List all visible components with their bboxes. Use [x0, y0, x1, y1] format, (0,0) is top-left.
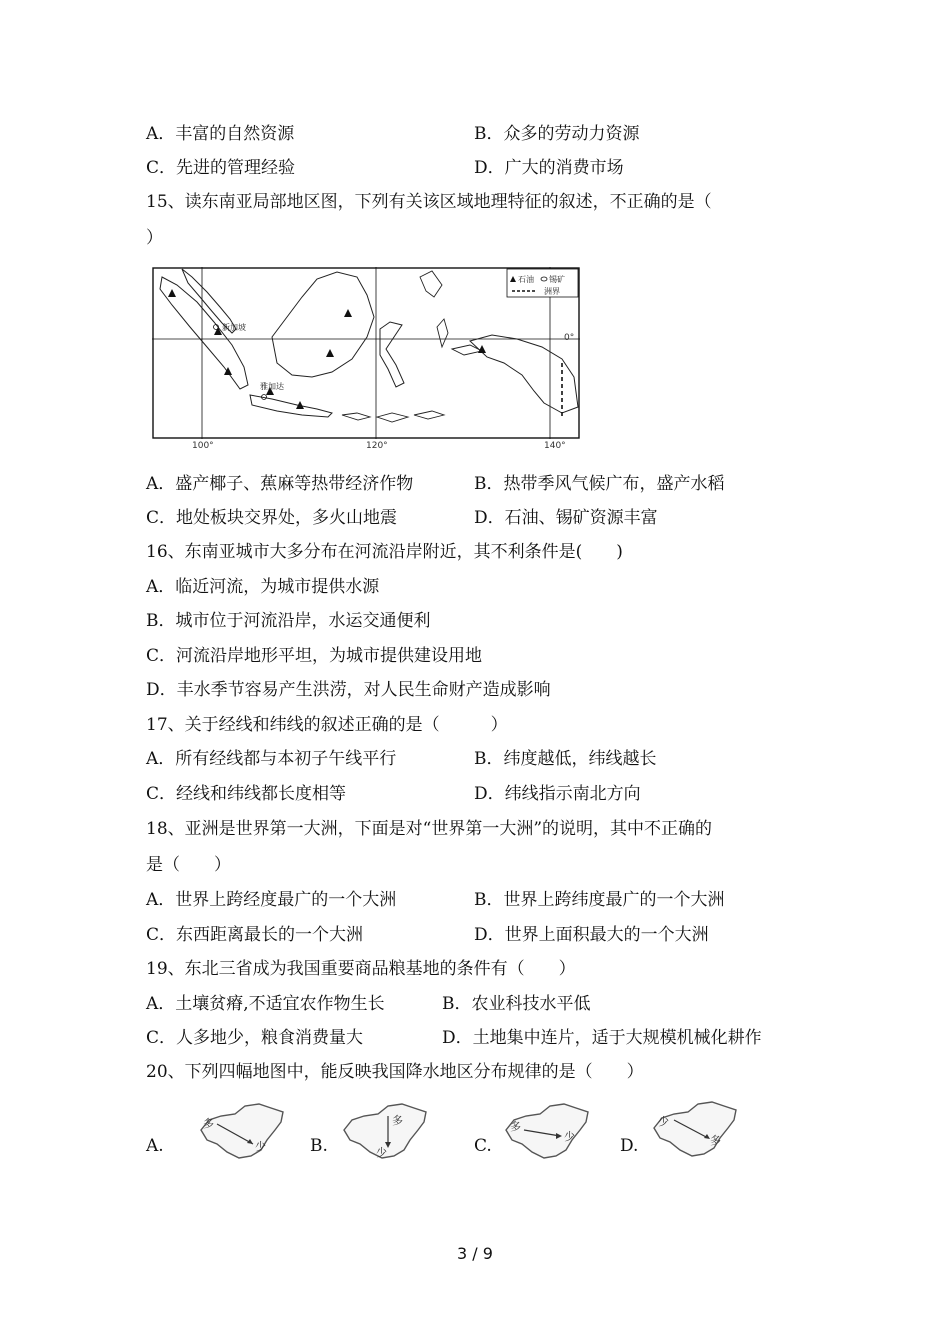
legend-border-label: 洲界 [544, 287, 560, 296]
q18-option-b: B．世界上跨纬度最广的一个大洲 [474, 890, 725, 910]
q15-option-d: D．石油、锡矿资源丰富 [474, 508, 658, 528]
q20-option-c: C. [474, 1136, 492, 1156]
china-map-d [648, 1098, 744, 1162]
q15-option-a: A．盛产椰子、蕉麻等热带经济作物 [146, 474, 414, 494]
city-singapore-label: 新加坡 [222, 323, 246, 332]
q20-stem: 20、下列四幅地图中，能反映我国降水地区分布规律的是（ ） [146, 1062, 644, 1082]
q19-option-c: C．人多地少，粮食消费量大 [146, 1028, 364, 1048]
q15-stem-cont: ） [146, 228, 163, 248]
map-a-end-label: 少 [255, 1140, 266, 1153]
q20-option-a: A. [146, 1136, 164, 1156]
q14-option-b: B．众多的劳动力资源 [474, 124, 640, 144]
q14-option-d: D．广大的消费市场 [474, 158, 624, 178]
lon-140-label: 140° [544, 441, 566, 451]
q19-option-b: B．农业科技水平低 [442, 994, 591, 1014]
city-jakarta-label: 雅加达 [260, 382, 284, 391]
southeast-asia-map-figure [152, 267, 580, 439]
legend-tin-label: 锡矿 [549, 275, 565, 284]
legend-oil-label: 石油 [518, 275, 534, 284]
q16-option-c: C．河流沿岸地形平坦，为城市提供建设用地 [146, 646, 483, 666]
southeast-asia-map [152, 267, 580, 451]
page-number: 3 / 9 [457, 1244, 493, 1263]
china-map-b [338, 1100, 434, 1164]
q17-stem: 17、关于经线和纬线的叙述正确的是（ ） [146, 715, 508, 735]
q16-option-b: B．城市位于河流沿岸，水运交通便利 [146, 611, 431, 631]
q17-option-b: B．纬度越低，纬线越长 [474, 749, 657, 769]
q18-stem: 18、亚洲是世界第一大洲，下面是对“世界第一大洲”的说明，其中不正确的 [146, 819, 713, 839]
q16-option-a: A．临近河流，为城市提供水源 [146, 577, 380, 597]
q14-option-a: A．丰富的自然资源 [146, 124, 295, 144]
q16-stem: 16、东南亚城市大多分布在河流沿岸附近，其不利条件是( ) [146, 542, 623, 562]
q16-option-d: D．丰水季节容易产生洪涝，对人民生命财产造成影响 [146, 680, 551, 700]
q17-option-c: C．经线和纬线都长度相等 [146, 784, 347, 804]
map-d-start-label: 少 [658, 1115, 669, 1128]
map-d-end-label: 多 [710, 1134, 721, 1147]
map-b-end-label: 少 [376, 1146, 387, 1159]
q18-stem-cont: 是（ ） [146, 855, 231, 875]
q18-option-c: C．东西距离最长的一个大洲 [146, 925, 364, 945]
q18-option-d: D．世界上面积最大的一个大洲 [474, 925, 709, 945]
q15-option-b: B．热带季风气候广布，盛产水稻 [474, 474, 725, 494]
q18-option-a: A．世界上跨经度最广的一个大洲 [146, 890, 397, 910]
map-c-end-label: 少 [564, 1130, 575, 1143]
lat-0-label: 0° [564, 333, 575, 343]
china-map-c [500, 1100, 596, 1164]
q15-option-c: C．地处板块交界处，多火山地震 [146, 508, 398, 528]
q19-stem: 19、东北三省成为我国重要商品粮基地的条件有（ ） [146, 959, 576, 979]
q17-option-a: A．所有经线都与本初子午线平行 [146, 749, 397, 769]
china-map-a [195, 1100, 291, 1164]
q17-option-d: D．纬线指示南北方向 [474, 784, 641, 804]
lon-100-label: 100° [192, 441, 214, 451]
q15-stem: 15、读东南亚局部地区图，下列有关该区域地理特征的叙述，不正确的是（ [146, 192, 712, 212]
map-c-start-label: 多 [510, 1120, 521, 1133]
q20-option-b: B. [310, 1136, 328, 1156]
lon-120-label: 120° [366, 441, 388, 451]
q19-option-a: A．土壤贫瘠,不适宜农作物生长 [146, 994, 385, 1014]
q14-option-c: C．先进的管理经验 [146, 158, 296, 178]
map-a-start-label: 多 [203, 1117, 214, 1130]
q19-option-d: D．土地集中连片，适于大规模机械化耕作 [442, 1028, 762, 1048]
q20-option-d: D. [620, 1136, 639, 1156]
map-b-start-label: 多 [392, 1114, 403, 1127]
